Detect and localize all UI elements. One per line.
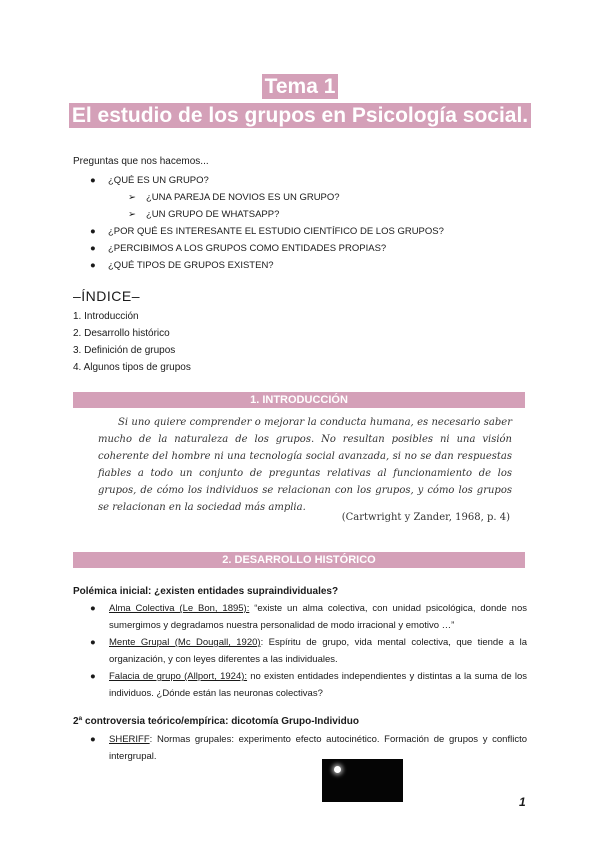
subheading-polemica: Polémica inicial: ¿existen entidades supraindividuales? xyxy=(73,586,339,597)
list-item: ● SHERIFF: Normas grupales: experimento efecto autocinético. Formación de grupos y conflicto intergrupal. xyxy=(90,731,527,765)
index-item: 1. Introducción xyxy=(73,311,139,322)
list-item: ● Alma Colectiva (Le Bon, 1895): “existe un alma colectiva, con unidad psicológica, donde nos sumergimos y degradamos nuestra personalidad de modo irracional y emotivo …” xyxy=(90,600,527,634)
arrow-bullet-icon: ➢ xyxy=(128,192,136,203)
index-item: 4. Algunos tipos de grupos xyxy=(73,362,191,373)
question-subitem: ➢ ¿UNA PAREJA DE NOVIOS ES UN GRUPO? xyxy=(90,189,444,206)
arrow-bullet-icon: ➢ xyxy=(128,209,136,220)
bullet-icon: ● xyxy=(90,734,96,745)
title-tema: Tema 1 xyxy=(262,74,339,99)
questions-list xyxy=(90,172,444,274)
title-subject: El estudio de los grupos en Psicología social. xyxy=(69,103,531,128)
index-title: –ÍNDICE– xyxy=(73,288,141,304)
bullet-icon: ● xyxy=(90,671,96,682)
bullet-icon: ● xyxy=(90,226,96,237)
quote-text: Si uno quiere comprender o mejorar la conducta humana, es necesario saber mucho de la naturaleza de los grupos. No resultan posibles ni una visión coherente del hombre ni una tecnología social avanzada, si no se dan respuestas fiables a todo un conjunto de preguntas relativas al funcionamiento de los grupos, de cómo los individuos se relacionan con los grupos, y cómo los grupos se relacionan en la sociedad más amplia. xyxy=(98,417,512,513)
section-heading-introduccion: 1. INTRODUCCIÓN xyxy=(73,392,525,408)
bullet-icon: ● xyxy=(90,243,96,254)
document-title-line1 xyxy=(0,74,600,100)
section-heading-desarrollo: 2. DESARROLLO HISTÓRICO xyxy=(73,552,525,568)
index-item: 3. Definición de grupos xyxy=(73,345,176,356)
bullet-icon: ● xyxy=(90,175,96,186)
black-image-block xyxy=(322,759,403,802)
list-item: ● Falacia de grupo (Allport, 1924): no existen entidades independientes y distintas a la suma de los individuos. ¿Dónde están las neuronas colectivas? xyxy=(90,668,527,702)
question-item: ● ¿QUÉ ES UN GRUPO? xyxy=(90,172,444,189)
bullet-icon: ● xyxy=(90,260,96,271)
bullet-icon: ● xyxy=(90,637,96,648)
subheading-controversia: 2ª controversia teórico/empírica: dicotomía Grupo-Individuo xyxy=(73,716,359,727)
document-title-line2 xyxy=(0,103,600,129)
index-list xyxy=(73,308,191,376)
question-item: ● ¿POR QUÉ ES INTERESANTE EL ESTUDIO CIENTÍFICO DE LOS GRUPOS? xyxy=(90,223,444,240)
question-item: ● ¿QUÉ TIPOS DE GRUPOS EXISTEN? xyxy=(90,257,444,274)
list-item: ● Mente Grupal (Mc Dougall, 1920): Espíritu de grupo, vida mental colectiva, que tiende a la organización, y con leyes diferentes a las individuales. xyxy=(90,634,527,668)
question-subitem: ➢ ¿UN GRUPO DE WHATSAPP? xyxy=(90,206,444,223)
questions-intro: Preguntas que nos hacemos... xyxy=(73,156,209,167)
index-item: 2. Desarrollo histórico xyxy=(73,328,170,339)
quote-citation: (Cartwright y Zander, 1968, p. 4) xyxy=(341,512,510,523)
bullet-icon: ● xyxy=(90,603,96,614)
light-dot-icon xyxy=(334,766,341,773)
page-number: 1 xyxy=(519,795,526,809)
history-list-2 xyxy=(90,731,527,765)
question-item: ● ¿PERCIBIMOS A LOS GRUPOS COMO ENTIDADES PROPIAS? xyxy=(90,240,444,257)
history-list-1 xyxy=(90,600,527,702)
